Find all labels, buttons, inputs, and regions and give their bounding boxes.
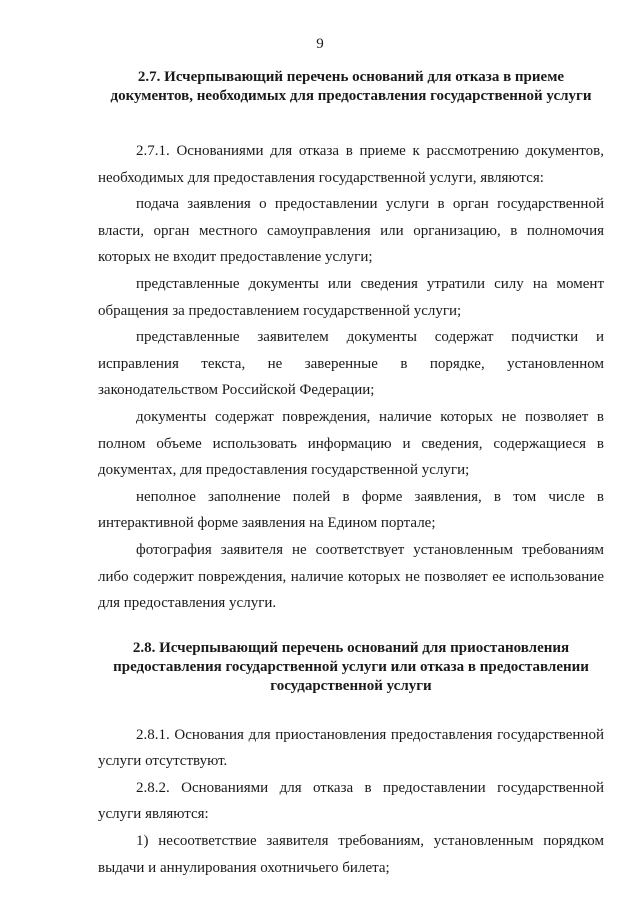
page-content (98, 68, 604, 881)
paragraph-corrections: представленные заявителем документы содержат подчистки и исправления текста, не заверенные в порядке, установленном законодательством Российской Федерации; (98, 329, 604, 399)
section-2-7-heading-line2: документов, необходимых для предоставления государственной услуги (110, 88, 592, 104)
section-2-8-heading-line2: предоставления государственной услуги или отказа в предоставлении (113, 658, 589, 675)
paragraph-photo-requirements: фотография заявителя не соответствует установленным требованиям либо содержит повреждения, наличие которых не позволяет ее использование для предоставления услуги. (98, 541, 604, 612)
section-2-8-heading (98, 639, 604, 696)
paragraph-2-8-1: 2.8.1. Основания для приостановления предоставления государственной услуги отсутствуют. (98, 726, 604, 770)
section-2-7-heading (98, 68, 604, 106)
paragraph-2-8-2: 2.8.2. Основаниями для отказа в предоставлении государственной услуги являются: (98, 779, 604, 823)
paragraph-2-7-1: 2.7.1. Основаниями для отказа в приеме к рассмотрению документов, необходимых для предоставления государственной услуги, являются: (98, 143, 604, 186)
paragraph-damaged-documents: документы содержат повреждения, наличие которых не позволяет в полном объеме использовать информацию и сведения, содержащиеся в документах, для предоставления государственной услуги; (98, 408, 604, 479)
section-2-7 (98, 68, 604, 617)
paragraph-incomplete-form: неполное заполнение полей в форме заявления, в том числе в интерактивной форме заявления на Едином портале; (98, 488, 604, 532)
section-2-7-heading-line1: 2.7. Исчерпывающий перечень оснований для отказа в приеме (137, 69, 565, 85)
paragraph-wrong-authority: подача заявления о предоставлении услуги в орган государственной власти, орган местного самоуправления или организацию, в полномочия которых не входит предоставление услуги; (98, 196, 604, 266)
section-2-8-heading-line1: 2.8. Исчерпывающий перечень оснований для приостановления (132, 639, 570, 656)
section-2-8 (98, 639, 604, 882)
paragraph-expired-documents: представленные документы или сведения утратили силу на момент обращения за предоставлением государственной услуги; (98, 275, 604, 319)
page-number: 9 (316, 36, 324, 52)
section-2-8-heading-line3: государственной услуги (270, 677, 432, 694)
paragraph-2-8-2-item-1: 1) несоответствие заявителя требованиям, установленным порядком выдачи и аннулирования охотничьего билета; (98, 833, 604, 876)
